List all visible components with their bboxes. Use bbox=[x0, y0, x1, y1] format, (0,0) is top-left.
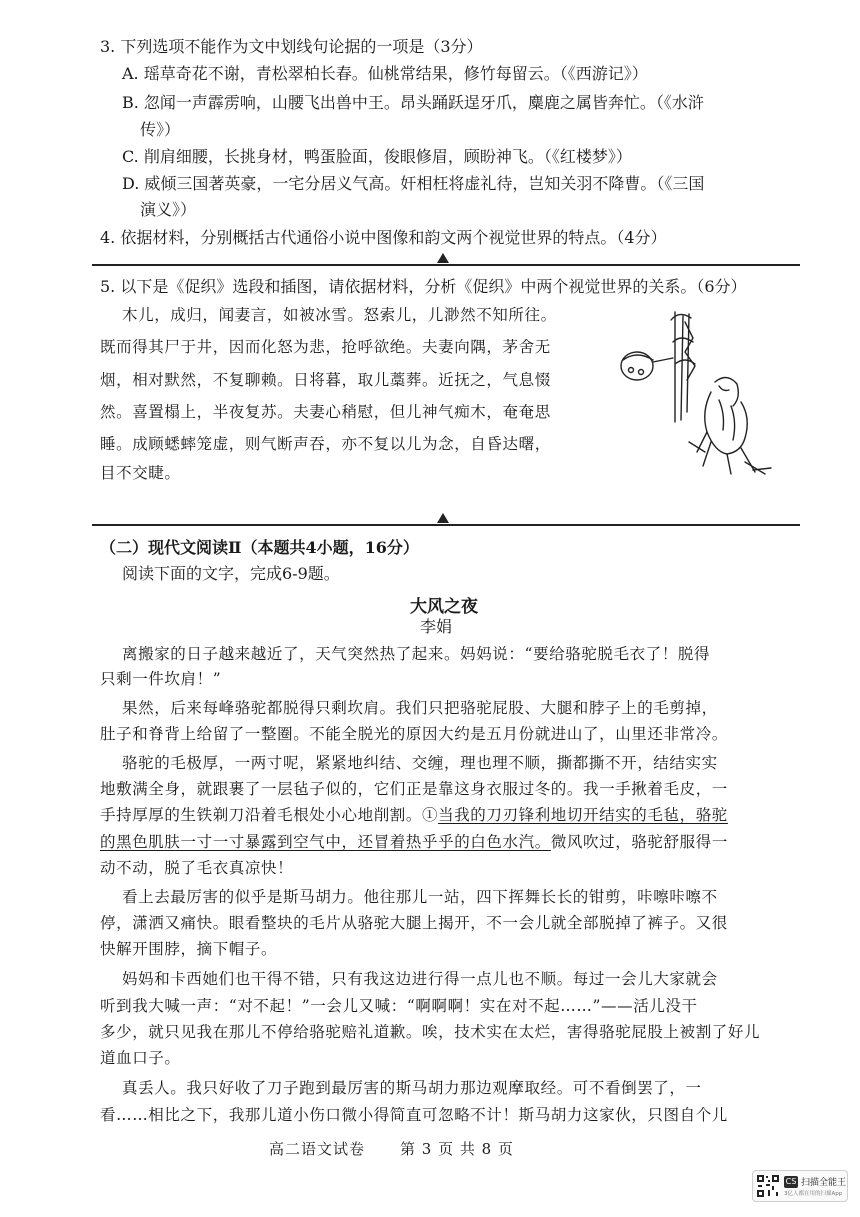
article-text: 手持厚厚的生铁剃刀沿着毛根处小心地削割。① bbox=[100, 806, 439, 824]
scanner-watermark bbox=[752, 1170, 848, 1202]
underlined-sentence: 的黑色肌肤一寸一寸暴露到空气中，还冒着热乎乎的白色水汽。 bbox=[100, 833, 551, 851]
q3-option-b: B. 忽闻一声霹雳响，山腰飞出兽中王。昂头踊跃逞牙爪，麋鹿之属皆奔忙。（《水浒 bbox=[122, 93, 704, 112]
article-line: 真丢人。我只好收了刀子跑到最厉害的斯马胡力那边观摩取经。可不看倒罢了，一 bbox=[122, 1079, 702, 1097]
article-line: 果然，后来每峰骆驼都脱得只剩坎肩。我们只把骆驼屁股、大腿和脖子上的毛剪掉， bbox=[122, 699, 718, 717]
q5-passage-line: 烟，相对默然，不复聊赖。日将暮，取儿藁葬。近抚之，气息惙 bbox=[100, 371, 551, 389]
cricket-story-illustration bbox=[615, 302, 775, 482]
article-line: 只剩一件坎肩！” bbox=[100, 670, 222, 688]
article-line: 看……相比之下，我那儿道小伤口微小得简直可忽略不计！斯马胡力这家伙，只图自个儿 bbox=[100, 1106, 728, 1124]
section-heading: （二）现代文阅读Ⅱ（本题共4小题，16分） bbox=[100, 538, 419, 557]
q5-passage-line: 目不交睫。 bbox=[100, 464, 181, 482]
q3-option-c: C. 削肩细腰，长挑身材，鸭蛋脸面，俊眼修眉，顾盼神飞。（《红楼梦》） bbox=[122, 147, 632, 166]
article-author: 李娟 bbox=[420, 617, 453, 636]
article-title: 大风之夜 bbox=[410, 597, 478, 617]
article-line: 多少，就只见我在那儿不停给骆驼赔礼道歉。唉，技术实在太烂，害得骆驼屁股上被割了好儿 bbox=[100, 1023, 761, 1041]
scanner-name: 扫描全能王 bbox=[801, 1178, 847, 1188]
section-instruction: 阅读下面的文字，完成6-9题。 bbox=[122, 564, 340, 583]
footer-page-number: 第 3 页 共 8 页 bbox=[400, 1140, 514, 1158]
section-divider bbox=[92, 264, 800, 266]
q5-passage-line: 睡。成顾蟋蟀笼虚，则气断声吞，亦不复以儿为念，自昏达曙， bbox=[100, 435, 551, 453]
article-line: 离搬家的日子越来越近了，天气突然热了起来。妈妈说：“要给骆驼脱毛衣了！脱得 bbox=[122, 645, 711, 663]
article-line: 道血口子。 bbox=[100, 1049, 181, 1067]
q3-option-d: D. 威倾三国著英豪，一宅分居义气高。奸相枉将虚礼待，岂知关羽不降曹。（《三国 bbox=[122, 174, 705, 193]
q3-stem: 3. 下列选项不能作为文中划线句论据的一项是（3分） bbox=[100, 37, 483, 56]
article-line: 快解开围脖，摘下帽子。 bbox=[100, 940, 278, 958]
article-line: 地敷满全身，就跟裹了一层毡子似的，它们正是靠这身衣服过冬的。我一手揪着毛皮，一 bbox=[100, 780, 728, 798]
q4-stem: 4. 依据材料，分别概括古代通俗小说中图像和韵文两个视觉世界的特点。（4分） bbox=[100, 228, 667, 247]
camscanner-logo-icon: CS bbox=[785, 1177, 797, 1186]
article-line: 肚子和脊背上给留了一整圈。不能全脱光的原因大约是五月份就进山了，山里还非常冷。 bbox=[100, 725, 728, 743]
article-line: 听到我大喊一声：“对不起！”一会儿又喊：“啊啊啊！实在对不起……”——活儿没干 bbox=[100, 997, 698, 1015]
qr-code-icon bbox=[756, 1174, 780, 1198]
q3-option-a: A. 瑶草奇花不谢，青松翠柏长春。仙桃常结果，修竹每留云。（《西游记》） bbox=[122, 64, 648, 83]
article-line: 骆驼的毛极厚，一两寸呢，紧紧地纠结、交缠，理也理不顺，撕都撕不开，结结实实 bbox=[122, 754, 718, 772]
article-line: 妈妈和卡西她们也干得不错，只有我这边进行得一点儿也不顺。每过一会儿大家就会 bbox=[122, 970, 718, 988]
divider-triangle-icon bbox=[437, 253, 449, 263]
underlined-sentence: 当我的刀刃锋利地切开结实的毛毡，骆驼 bbox=[438, 806, 728, 824]
section-divider bbox=[92, 524, 800, 526]
footer-subject: 高二语文试卷 bbox=[269, 1140, 366, 1158]
article-line: 动不动，脱了毛衣真凉快！ bbox=[100, 859, 294, 877]
article-line: 看上去最厉害的似乎是斯马胡力。他往那儿一站，四下挥舞长长的钳剪，咔嚓咔嚓不 bbox=[122, 888, 718, 906]
q5-passage-line: 木儿，成归，闻妻言，如被冰雪。怒索儿，儿渺然不知所往。 bbox=[122, 306, 557, 324]
article-line bbox=[100, 804, 728, 826]
q5-passage-line: 既而得其尸于井，因而化怒为悲，抢呼欲绝。夫妻向隅，茅舍无 bbox=[100, 338, 551, 356]
q3-option-d-cont: 演义》） bbox=[140, 200, 197, 219]
scanner-slogan: 3亿人都在用的扫描App bbox=[784, 1191, 843, 1197]
article-line: 停，潇洒又痛快。眼看整块的毛片从骆驼大腿上揭开，不一会儿就全部脱掉了裤子。又很 bbox=[100, 914, 728, 932]
q5-stem: 5. 以下是《促织》选段和插图，请依据材料，分析《促织》中两个视觉世界的关系。（6分） bbox=[100, 277, 747, 296]
q5-passage-line: 然。喜置榻上，半夜复苏。夫妻心稍慰，但儿神气痴木，奄奄思 bbox=[100, 403, 551, 421]
article-line bbox=[100, 831, 728, 853]
divider-triangle-icon bbox=[437, 513, 449, 523]
article-text: 微风吹过，骆驼舒服得一 bbox=[550, 833, 728, 851]
q3-option-b-cont: 传》） bbox=[140, 120, 181, 139]
